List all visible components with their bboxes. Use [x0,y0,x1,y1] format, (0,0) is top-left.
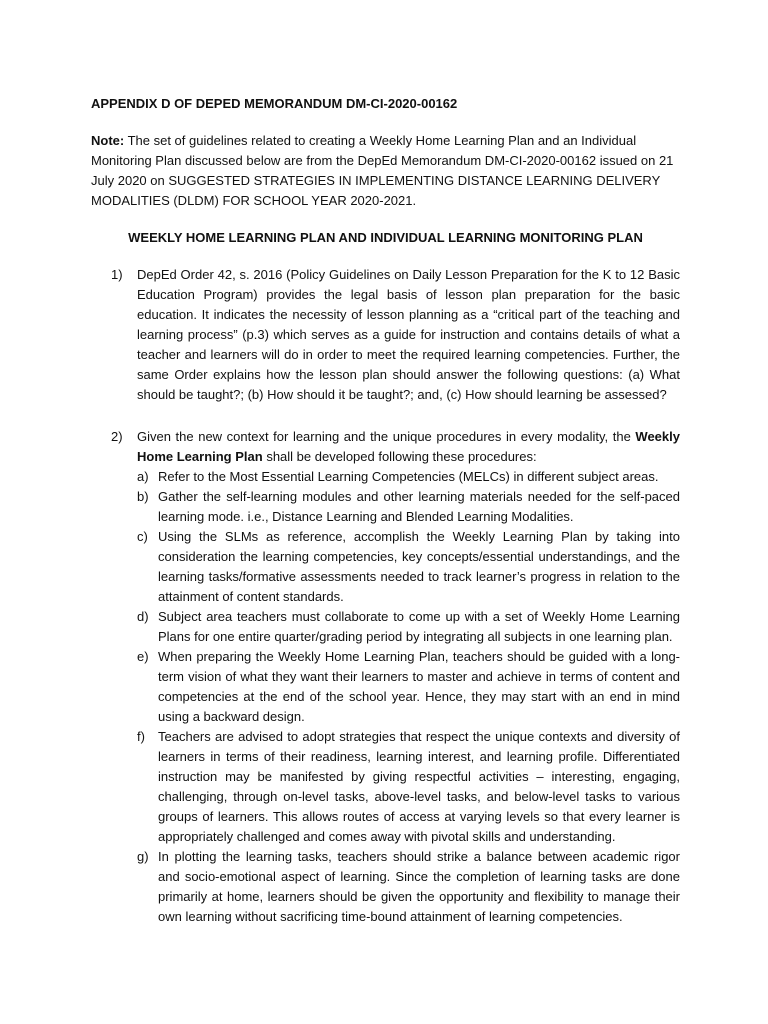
item-number: 1) [111,267,123,282]
sub-item-letter: c) [137,529,148,544]
list-item [91,427,680,467]
section-title: WEEKLY HOME LEARNING PLAN AND INDIVIDUAL LEARNING MONITORING PLAN [128,230,643,245]
note-paragraph [91,131,680,211]
item-number: 2) [111,429,123,444]
sub-item-letter: a) [137,469,149,484]
appendix-title: APPENDIX D OF DEPED MEMORANDUM DM-CI-2020-00162 [91,96,458,111]
sub-item [91,647,680,727]
sub-item-letter: e) [137,649,149,664]
sub-item [91,847,680,927]
sub-item-letter: d) [137,609,149,624]
sub-item [91,467,680,487]
sub-item-text: Refer to the Most Essential Learning Competencies (MELCs) in different subject areas. [158,469,659,484]
sub-item-text: Subject area teachers must collaborate to come up with a set of Weekly Home Learning Plans for one entire quarter/grading period by integrating all subjects in one learning plan. [158,609,680,644]
sub-item [91,607,680,647]
item-intro-bold: Weekly Home Learning Plan [137,429,680,464]
sub-item [91,527,680,607]
sub-item-text: Using the SLMs as reference, accomplish the Weekly Learning Plan by taking into consideration the learning competencies, key concepts/essential understandings, and the learning tasks/formative assessments needed to track learner’s progress in relation to the attainment of content standards. [158,529,680,604]
note-label: Note: [91,133,125,148]
sub-item-letter: b) [137,489,149,504]
item-intro-before: Given the new context for learning and the unique procedures in every modality, the [137,429,636,444]
item-text: DepEd Order 42, s. 2016 (Policy Guidelines on Daily Lesson Preparation for the K to 12 Basic Education Program) provides the legal basis of lesson plan preparation for the basic education. It indicates the necessity of lesson planning as a “critical part of the teaching and learning process” (p.3) which serves as a guide for instruction and contains details of what a teacher and learners will do in order to meet the required learning competencies. Further, the same Order explains how the lesson plan should answer the following questions: (a) What should be taught?; (b) How should it be taught?; and, (c) How should learning be assessed? [137,267,680,402]
sub-item-text: Gather the self-learning modules and other learning materials needed for the self-paced learning mode. i.e., Distance Learning and Blended Learning Modalities. [158,489,680,524]
sub-item-text: When preparing the Weekly Home Learning Plan, teachers should be guided with a long-term vision of what they want their learners to master and achieve in terms of content and competencies at the end of the school year. Hence, they may start with an end in mind using a backward design. [158,649,680,724]
sub-item-text: In plotting the learning tasks, teachers should strike a balance between academic rigor and socio-emotional aspect of learning. Since the completion of learning tasks are done primarily at home, learners should be given the opportunity and flexibility to manage their own learning without sacrificing time-bound attainment of learning competencies. [158,849,680,924]
sub-item-text: Teachers are advised to adopt strategies that respect the unique contexts and diversity of learners in terms of their readiness, learning interest, and learning profile. Differentiated instruction may be manifested by giving respectful activities – interesting, engaging, challenging, through on-level tasks, above-level tasks, and below-level tasks to various groups of learners. This allows routes of access at varying levels so that every learner is appropriately challenged and comes away with pivotal skills and understanding. [158,729,680,844]
note-text: The set of guidelines related to creating a Weekly Home Learning Plan and an Individual Monitoring Plan discussed below are from the DepEd Memorandum DM-CI-2020-00162 issued on 21 July 2020 on SUGGESTED STRATEGIES IN IMPLEMENTING DISTANCE LEARNING DELIVERY MODALITIES (DLDM) FOR SCHOOL YEAR 2020-2021. [91,133,674,208]
sub-item [91,727,680,847]
item-intro-after: shall be developed following these procedures: [262,449,537,464]
sub-item-letter: f) [137,729,145,744]
sub-item-letter: g) [137,849,149,864]
list-item [91,265,680,405]
sub-item [91,487,680,527]
